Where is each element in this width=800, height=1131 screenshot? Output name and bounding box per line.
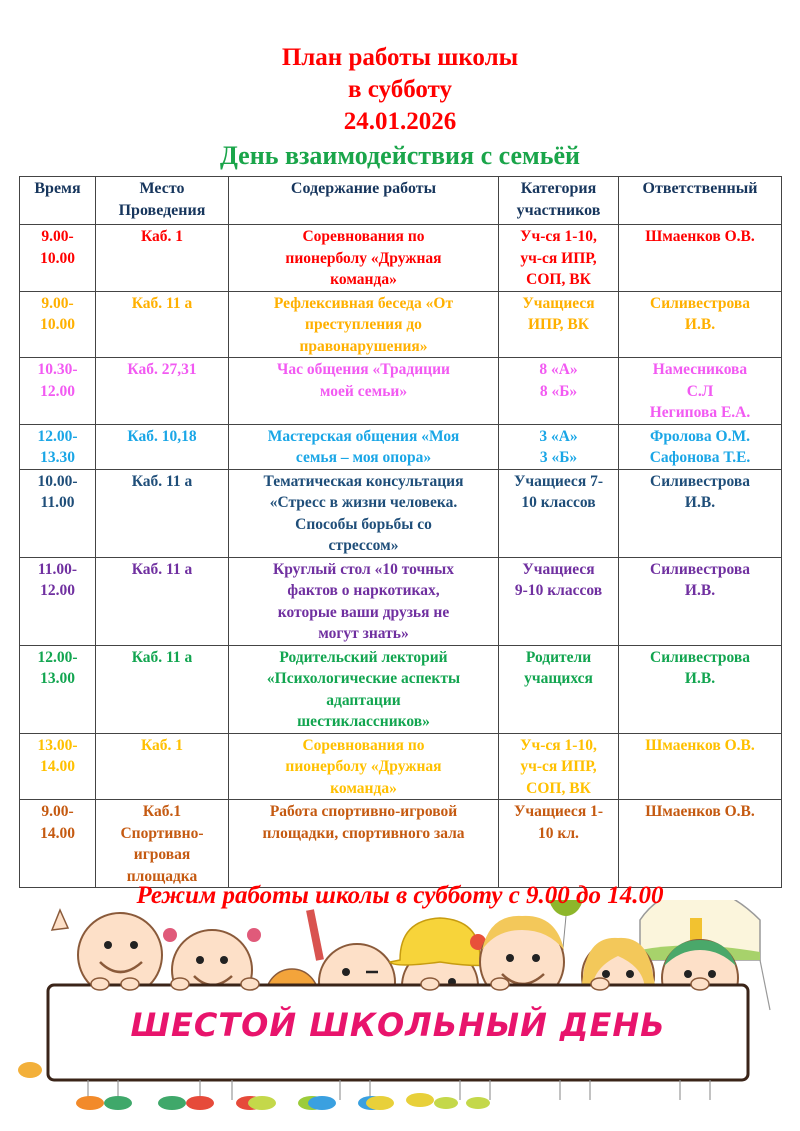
cell-responsible <box>619 645 782 733</box>
cell-content <box>229 291 499 358</box>
cell-text: Способы борьбы со <box>295 515 432 533</box>
cell-text: могут знать» <box>318 625 409 642</box>
cell-category <box>499 645 619 733</box>
cell-text: «Стресс в жизни человека. <box>269 494 458 511</box>
cell-text: Сафонова Т.Е. <box>649 449 751 466</box>
cell-text: площадка <box>126 867 198 885</box>
cell-responsible <box>619 225 782 292</box>
cell-text: Каб. 11 а <box>131 472 193 490</box>
cell-place <box>96 800 229 888</box>
table-row <box>20 291 782 358</box>
cell-text: 14.00 <box>40 824 75 842</box>
cell-category <box>499 469 619 557</box>
cell-category <box>499 358 619 425</box>
cell-text: Мастерская общения «Моя <box>267 427 460 445</box>
cell-text: пионерболу «Дружная <box>285 249 442 267</box>
page-title-day: в субботу <box>348 76 452 103</box>
cell-text: 10 классов <box>521 494 596 511</box>
cell-text: преступления до <box>305 316 422 333</box>
cell-text: Учащиеся 7- <box>513 472 603 490</box>
schedule-table-body <box>20 225 782 888</box>
schedule-note: Режим работы школы в субботу с 9.00 до 14.00 <box>136 882 664 909</box>
cell-text: Соревнования по <box>302 736 425 754</box>
cell-text: 14.00 <box>40 758 75 775</box>
schedule-table <box>19 176 782 888</box>
page-title: План работы школы <box>281 44 519 71</box>
cell-text: 12.00 <box>40 382 75 400</box>
cell-text: Родительский лекторий <box>279 648 448 666</box>
cell-text: Учащиеся <box>522 294 595 312</box>
cell-text: Спортивно- <box>120 824 204 842</box>
header-label: Содержание работы <box>290 180 437 197</box>
cell-text: И.В. <box>684 316 716 333</box>
cell-time <box>20 469 96 557</box>
column-header-content <box>229 177 499 225</box>
column-header-responsible <box>619 177 782 225</box>
cell-text: пионерболу «Дружная <box>285 758 442 775</box>
header-label: Ответственный <box>642 180 758 197</box>
cell-text: 13.00- <box>37 736 78 754</box>
cell-time <box>20 424 96 469</box>
header-label: участников <box>516 201 601 219</box>
cell-text: уч-ся ИПР, <box>520 249 597 267</box>
cell-text: Каб. 11 а <box>131 648 193 666</box>
cell-text: площадки, спортивного зала <box>262 824 465 842</box>
cell-text: Силивестрова <box>650 648 750 666</box>
cell-text: моей семьи» <box>319 382 408 400</box>
cell-text: 10.00 <box>40 316 75 333</box>
cell-responsible <box>619 733 782 800</box>
cell-content <box>229 469 499 557</box>
cell-text: 11.00- <box>37 560 78 578</box>
cell-text: Каб. 10,18 <box>127 427 197 445</box>
cell-text: Тематическая консультация <box>263 472 464 490</box>
table-row <box>20 424 782 469</box>
cell-text: 9.00- <box>41 228 74 245</box>
cell-place <box>96 358 229 425</box>
column-header-category <box>499 177 619 225</box>
header-label: Время <box>34 180 81 197</box>
cell-time <box>20 733 96 800</box>
cell-text: «Психологические аспекты <box>266 670 461 687</box>
cell-text: 10.00- <box>37 472 78 490</box>
cell-place <box>96 645 229 733</box>
cell-text: Намесникова <box>652 361 748 378</box>
cell-text: И.В. <box>684 670 716 687</box>
cell-text: 12.00- <box>37 648 78 666</box>
cell-time <box>20 800 96 888</box>
cell-text: правонарушения» <box>299 337 428 355</box>
title-block <box>0 42 800 171</box>
cell-content <box>229 358 499 425</box>
banner-text: ШЕСТОЙ ШКОЛЬНЫЙ ДЕНЬ <box>130 1006 666 1044</box>
cell-text: ИПР, ВК <box>528 316 589 333</box>
cell-time <box>20 645 96 733</box>
cell-text: уч-ся ИПР, <box>520 758 597 775</box>
cell-text: Учащиеся 1- <box>513 803 603 820</box>
cell-category <box>499 424 619 469</box>
page-subtitle: День взаимодействия с семьёй <box>219 141 581 170</box>
cell-responsible <box>619 424 782 469</box>
cell-text: Шмаенков О.В. <box>645 228 755 245</box>
cell-text: 10.30- <box>37 361 78 378</box>
cell-text: семья – моя опора» <box>295 449 432 466</box>
header-label: Место <box>139 180 185 197</box>
cell-place <box>96 469 229 557</box>
cell-time <box>20 225 96 292</box>
cell-category <box>499 291 619 358</box>
cell-category <box>499 225 619 292</box>
cell-text: Каб. 1 <box>140 228 184 245</box>
cell-text: Каб. 11 а <box>131 560 193 578</box>
cell-text: Силивестрова <box>650 560 750 578</box>
cell-time <box>20 291 96 358</box>
cell-text: которые ваши друзья не <box>277 603 450 621</box>
cell-text: 12.00- <box>37 427 78 445</box>
cell-content <box>229 225 499 292</box>
cell-category <box>499 800 619 888</box>
table-row <box>20 800 782 888</box>
table-row <box>20 645 782 733</box>
cell-text: Родители <box>525 648 592 666</box>
column-header-place <box>96 177 229 225</box>
cell-responsible <box>619 557 782 645</box>
cell-text: команда» <box>330 779 397 797</box>
cell-text: Каб. 1 <box>140 736 184 754</box>
cell-text: 11.00 <box>40 494 75 511</box>
cell-text: 8 «А» <box>539 361 578 378</box>
table-row <box>20 733 782 800</box>
cell-text: Уч-ся 1-10, <box>520 736 597 754</box>
cell-text: И.В. <box>684 582 716 599</box>
table-header-row <box>20 177 782 225</box>
cell-text: Круглый стол «10 точных <box>272 560 455 578</box>
cell-text: 9-10 классов <box>514 582 603 599</box>
cell-responsible <box>619 800 782 888</box>
cell-text: Каб. 27,31 <box>127 361 197 378</box>
cell-text: Силивестрова <box>650 472 750 490</box>
cell-text: 3 «А» <box>539 427 578 445</box>
cell-text: учащихся <box>524 670 593 687</box>
cell-place <box>96 225 229 292</box>
cell-place <box>96 557 229 645</box>
cell-text: 9.00- <box>41 294 74 312</box>
cell-text: 10 кл. <box>538 824 579 842</box>
cell-text: 8 «Б» <box>539 382 578 400</box>
table-row <box>20 469 782 557</box>
cell-text: СОП, ВК <box>526 779 591 797</box>
cell-time <box>20 557 96 645</box>
cell-category <box>499 733 619 800</box>
cell-text: 12.00 <box>40 582 75 599</box>
cell-place <box>96 424 229 469</box>
cell-text: адаптации <box>326 691 401 709</box>
cell-text: 10.00 <box>40 249 75 267</box>
cell-text: С.Л <box>686 382 714 400</box>
cell-text: Фролова О.М. <box>650 427 750 445</box>
cell-category <box>499 557 619 645</box>
cell-text: 13.30 <box>40 449 75 466</box>
table-row <box>20 557 782 645</box>
cell-responsible <box>619 358 782 425</box>
cell-place <box>96 733 229 800</box>
cell-text: Каб. 11 а <box>131 294 193 312</box>
cell-content <box>229 645 499 733</box>
header-label: Категория <box>520 180 597 197</box>
cell-content <box>229 424 499 469</box>
cell-text: Каб.1 <box>142 803 182 820</box>
page-date: 24.01.2026 <box>343 108 457 135</box>
cell-content <box>229 557 499 645</box>
cell-text: Работа спортивно-игровой <box>269 803 458 820</box>
cell-text: Негипова Е.А. <box>649 404 751 421</box>
header-label: Проведения <box>118 201 206 219</box>
cell-content <box>229 800 499 888</box>
cell-text: Шмаенков О.В. <box>645 803 755 820</box>
cell-text: Час общения «Традиции <box>277 361 450 378</box>
cell-text: Шмаенков О.В. <box>645 736 755 754</box>
cell-text: Соревнования по <box>302 228 425 245</box>
cell-text: стрессом» <box>328 537 399 554</box>
cell-text: фактов о наркотиках, <box>287 582 440 599</box>
cell-text: 3 «Б» <box>539 449 578 466</box>
cell-text: И.В. <box>684 494 716 511</box>
cell-text: Уч-ся 1-10, <box>520 228 597 245</box>
cell-text: СОП, ВК <box>526 271 591 288</box>
cell-text: Рефлексивная беседа «От <box>273 294 454 312</box>
cell-place <box>96 291 229 358</box>
cell-content <box>229 733 499 800</box>
cell-text: команда» <box>330 271 397 288</box>
column-header-time <box>20 177 96 225</box>
cell-text: 13.00 <box>40 670 75 687</box>
cell-responsible <box>619 469 782 557</box>
cell-text: шестиклассников» <box>297 713 430 730</box>
cell-responsible <box>619 291 782 358</box>
cell-text: игровая <box>133 846 191 863</box>
cell-text: 9.00- <box>41 803 74 820</box>
table-row <box>20 225 782 292</box>
cell-time <box>20 358 96 425</box>
table-row <box>20 358 782 425</box>
cell-text: Силивестрова <box>650 294 750 312</box>
cell-text: Учащиеся <box>522 560 595 578</box>
